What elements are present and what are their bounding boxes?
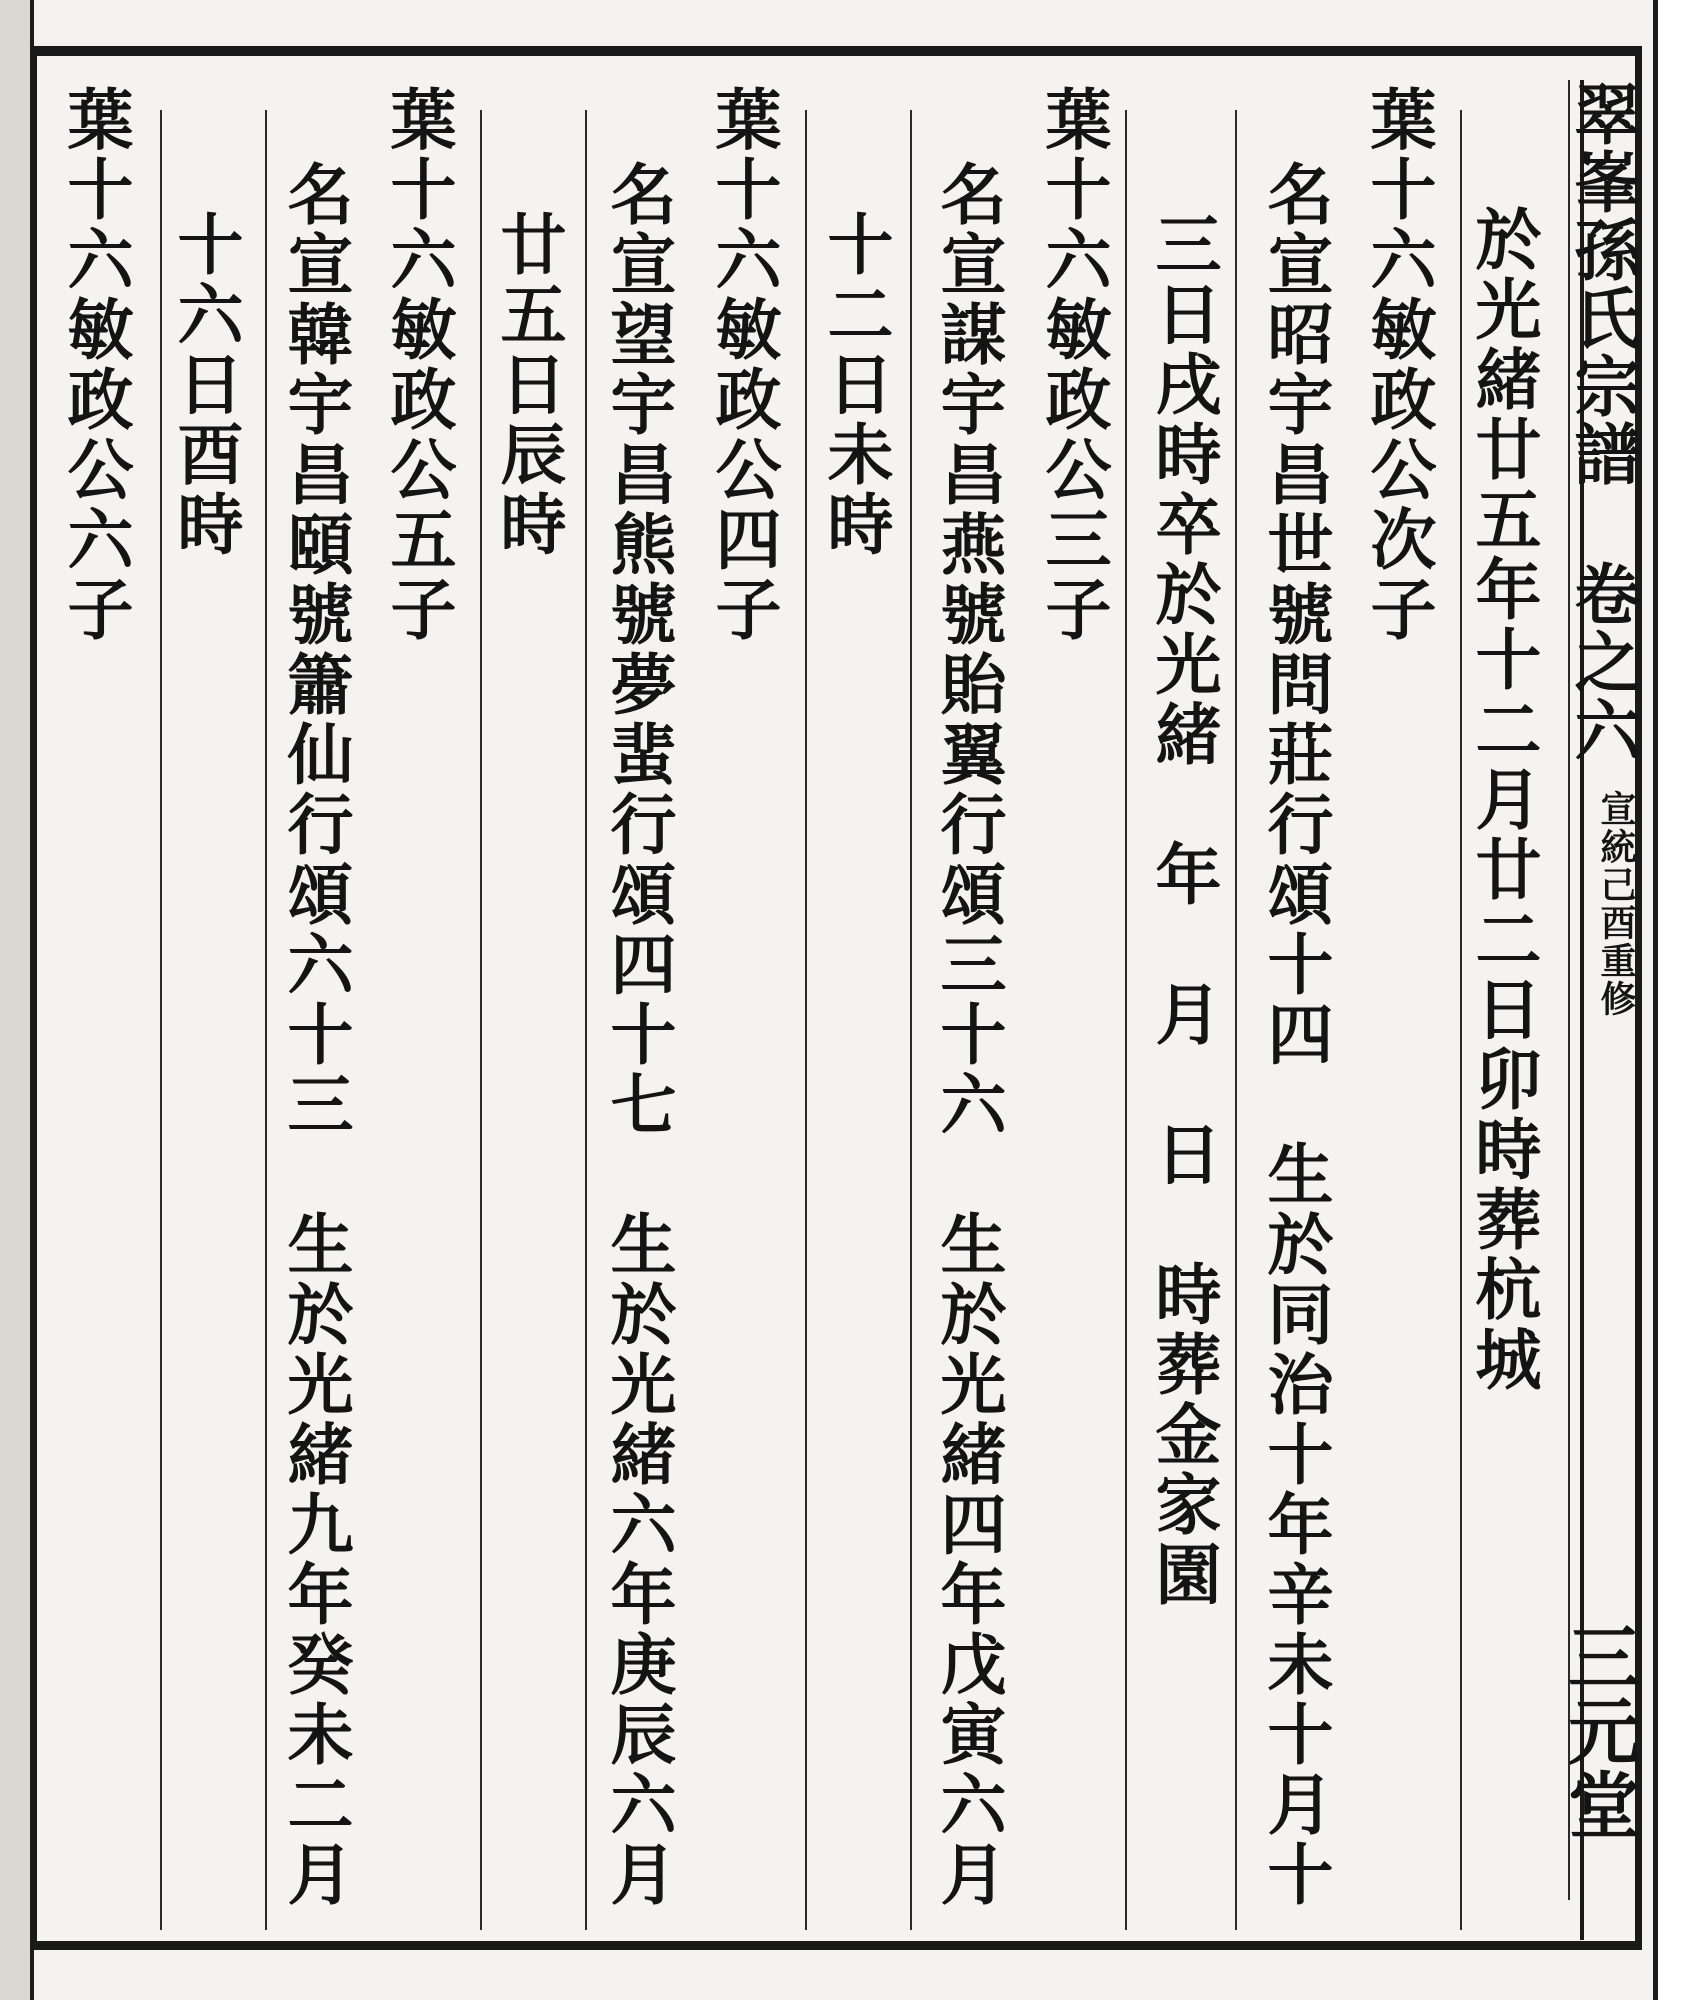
column-rule [1568, 80, 1570, 1900]
text-column-13: 十六日酉時 [166, 210, 244, 560]
text-column-10: 廿五日辰時 [489, 210, 567, 560]
column-rule [265, 110, 267, 1930]
column-rule [1125, 110, 1127, 1930]
column-rule [1460, 110, 1462, 1930]
right-page-edge [1653, 0, 1692, 2000]
left-page-edge [0, 0, 34, 2000]
column-rule [480, 110, 482, 1930]
column-rule [1235, 110, 1237, 1930]
hall-name: 三元堂 [1556, 1620, 1641, 1842]
text-column-2: 葉十六敏政公次子 [1359, 85, 1437, 645]
column-rule [805, 110, 807, 1930]
text-column-7: 十二日未時 [816, 210, 894, 560]
edition-note: 宣統己酉重修 [1595, 790, 1637, 1018]
text-column-3: 名宣昭宇昌世號問莊行頌十四 生於同治十年辛未十月十 [1256, 160, 1334, 1910]
text-column-1: 於光緒廿五年十二月廿二日卯時葬杭城 [1464, 205, 1542, 1395]
text-column-5: 葉十六敏政公三子 [1034, 85, 1112, 645]
column-rule [585, 110, 587, 1930]
text-column-4: 三日戌時卒於光緒 年 月 日 時葬金家園 [1144, 210, 1222, 1610]
text-column-14: 葉十六敏政公六子 [56, 85, 134, 645]
text-column-9: 名宣望宇昌熊號夢蜚行頌四十七 生於光緒六年庚辰六月 [599, 160, 677, 1910]
genealogy-title: 翠峯孫氏宗譜 [1563, 80, 1641, 488]
text-column-8: 葉十六敏政公四子 [704, 85, 782, 645]
column-rule [160, 110, 162, 1930]
text-column-11: 葉十六敏政公五子 [379, 85, 457, 645]
column-rule [910, 110, 912, 1930]
text-column-6: 名宣謀宇昌燕號貽翼行頌三十六 生於光緒四年戊寅六月 [929, 160, 1007, 1910]
volume-label: 卷之六 [1563, 560, 1641, 764]
text-column-12: 名宣韓宇昌頤號簫仙行頌六十三 生於光緒九年癸未二月 [276, 160, 354, 1910]
